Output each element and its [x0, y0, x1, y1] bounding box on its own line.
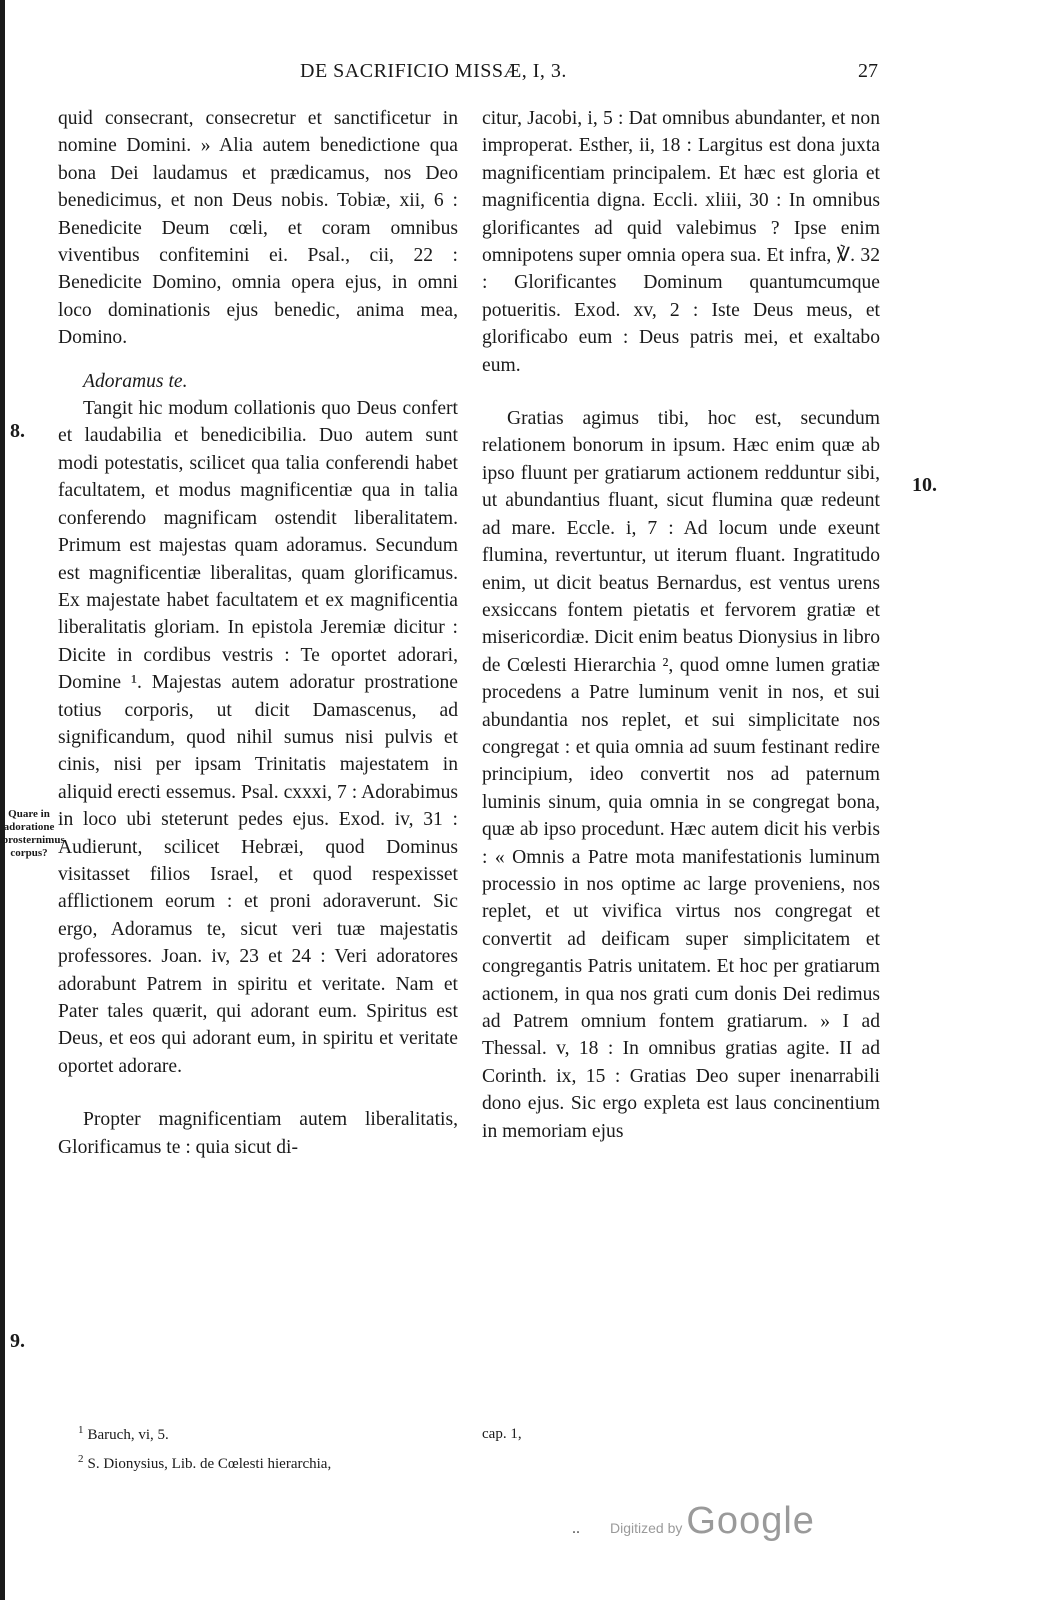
footnotes-left — [78, 1418, 331, 1476]
left-paragraph-2: Tangit hic modum collationis quo Deus confert et laudabilia et benedicibilia. Duo autem sunt modi potestatis, scilicet qua talia conferendi habet facultatem, et modus magnificentiæ qua in talia conferendo magnificam ostendit liberalitatem. Primum est majestas quam adoramus. Secundum est magnificentiæ liberalitas, quam glorificamus. Ex majestate habet facultatem et ex magnificentia liberalitatis gloriam. In epistola Jeremiæ dicitur : Dicite in cordibus vestris : Te oportet adorari, Domine ¹. Majestas autem adoratur prostratione totius corporis, ut dicit Damascenus, ad significandum, quod nihil sumus nisi pulvis et cinis, nisi per ipsam Trinitatis majestatem in aliquid erecti essemus. Psal. cxxxi, 7 : Adorabimus in loco ubi steterunt pedes ejus. Exod. iv, 31 : Audierunt, scilicet Hebræi, quod Dominus visitasset filios Israel, et quod respexisset afflictionem eorum : et proni adoraverunt. Sic ergo, Adoramus te, sicut veri tuæ majestatis professores. Joan. iv, 23 et 24 : Veri adoratores adorabunt Patrem in spiritu et veritate. Nam et Pater tales quærit, qui adorant eum. Spiritus est Deus, et eos qui adorant eum, in spiritu et veritate oportet adorare. — [58, 398, 458, 1077]
right-paragraph-1: citur, Jacobi, i, 5 : Dat omnibus abundanter, et non improperat. Esther, ii, 18 : Largitus est dona juxta magnificentiam principalem. Et hæc est gloria et magnificentia digna. Eccli. xliii, 30 : In omnibus glorificantes ad quid valebimus ? Ipse enim omnipotens super omnia opera sua. Et infra, ℣. 32 : Glorificantes Dominum quantumcumque potueritis. Exod. xv, 2 : Iste Deus meus, et glorificabo eum : Deus patris mei, et exaltabo eum. — [482, 108, 880, 376]
section-number-8: 8. — [10, 420, 25, 442]
footnote-1 — [78, 1418, 331, 1447]
page-number: 27 — [858, 60, 878, 82]
margin-note: Quare in adoratione prosternimus corpus? — [2, 808, 65, 859]
google-watermark — [610, 1500, 815, 1543]
footnote-2-continuation: cap. 1, — [482, 1426, 522, 1442]
right-column — [482, 105, 880, 1145]
footnote-2-mark: 2 — [78, 1453, 84, 1465]
google-logo: Google — [686, 1500, 815, 1542]
footnote-2-text: S. Dionysius, Lib. de Cœlesti hierarchia, — [87, 1456, 332, 1472]
section-heading-adoramus: Adoramus te. — [83, 370, 188, 392]
section-number-9: 9. — [10, 1330, 25, 1352]
footnote-2 — [78, 1447, 331, 1476]
running-title: DE SACRIFICIO MISSÆ, I, 3. — [300, 60, 567, 82]
dot-mark: .. — [572, 1520, 580, 1537]
left-paragraph-3: Propter magnificentiam autem liberalitatis, Glorificamus te : quia sicut di- — [58, 1109, 458, 1158]
watermark-prefix: Digitized by — [610, 1520, 683, 1536]
section-number-10: 10. — [912, 474, 937, 496]
right-paragraph-2: Gratias agimus tibi, hoc est, secundum relationem bonorum in ipsum. Hæc enim quæ ab ipso fluunt per gratiarum actionem redduntur sibi, ut abundantius fluant, sicut flumina quæ redeunt ad mare. Eccle. i, 7 : Ad locum unde exeunt flumina, revertuntur, ut iterum fluant. Ingratitudo enim, ut dicit beatus Bernardus, est ventus urens exsiccans fontem pietatis et fervorem gratiæ et misericordiæ. Dicit enim beatus Dionysius in libro de Cœlesti Hierarchia ², quod omne lumen gratiæ procedens a Patre luminum venit in nos, et sui abundantia nos replet, et sui simplicitate nos congregat : et quia omnia ad suum festinant redire principium, ideo convertit nos ad paternum luminis sinum, quia omnia in se congregat bona, quæ ab ipso procedunt. Hæc autem dicit his verbis : « Omnis a Patre mota manifestationis luminum processio in nos optime ac large proveniens, nos replet, et ut vivifica virtus nos congregat et convertit ad deificam super simplicitatem et congregantis Patris unitatem. Et hoc per gratiarum actionem, in qua nos grati cum donis Dei redimus ad Patrem omnium fontem gratiarum. » I ad Thessal. v, 18 : In omnibus gratias agite. II ad Corinth. ix, 15 : Gratias Deo super inenarrabili dono ejus. Sic ergo expleta est laus concinentium in memoriam ejus — [482, 408, 880, 1142]
left-edge-bar — [0, 0, 5, 1600]
footnote-1-text: Baruch, vi, 5. — [87, 1427, 169, 1443]
footnote-1-mark: 1 — [78, 1424, 84, 1436]
left-paragraph-1: quid consecrant, consecretur et sanctificetur in nomine Domini. » Alia autem benedictione qua bona Dei laudamus et prædicamus, nos Deo benedicimus, et non Deus nobis. Tobiæ, xii, 6 : Benedicite Deum cœli, et coram omnibus viventibus confitemini ei. Psal., cii, 22 : Benedicite Domino, omnia opera ejus, in omni loco dominationis ejus benedic, anima mea, Domino. — [58, 108, 458, 349]
left-column — [58, 105, 458, 1161]
